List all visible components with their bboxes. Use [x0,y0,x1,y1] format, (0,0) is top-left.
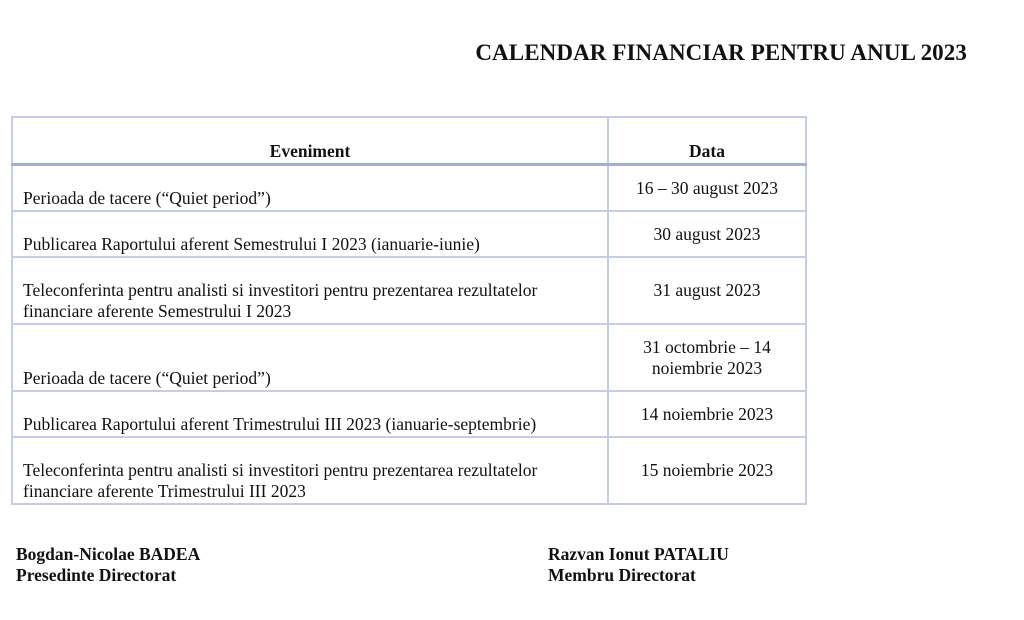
date-cell: 30 august 2023 [608,211,806,257]
signature-block-president [16,544,200,586]
date-cell: 16 – 30 august 2023 [608,165,806,212]
document-title: CALENDAR FINANCIAR PENTRU ANUL 2023 [475,40,967,65]
table-row [12,211,806,257]
table-row [12,165,806,212]
table-row [12,324,806,391]
table-row [12,257,806,324]
signatory-role: Presedinte Directorat [16,565,177,585]
event-cell: Teleconferinta pentru analisti si investitori pentru prezentarea rezultatelor financiare aferente Trimestrului III 2023 [12,437,608,504]
table-row [12,391,806,437]
signatory-name: Bogdan-Nicolae BADEA [16,544,201,564]
event-cell: Publicarea Raportului aferent Semestrului I 2023 (ianuarie-iunie) [12,211,608,257]
header-date: Data [608,117,806,165]
header-event: Eveniment [12,117,608,165]
event-cell: Teleconferinta pentru analisti si investitori pentru prezentarea rezultatelor financiare aferente Semestrului I 2023 [12,257,608,324]
event-cell: Perioada de tacere (“Quiet period”) [12,165,608,212]
signature-block-member [548,544,729,586]
signatory-role: Membru Directorat [548,565,696,585]
date-cell: 15 noiembrie 2023 [608,437,806,504]
event-cell: Perioada de tacere (“Quiet period”) [12,324,608,391]
date-cell: 31 august 2023 [608,257,806,324]
signatory-name: Razvan Ionut PATALIU [548,544,729,564]
date-cell: 31 octombrie – 14 noiembrie 2023 [608,324,806,391]
table-header-row [12,117,806,165]
event-cell: Publicarea Raportului aferent Trimestrului III 2023 (ianuarie-septembrie) [12,391,608,437]
table-row [12,437,806,504]
date-cell: 14 noiembrie 2023 [608,391,806,437]
financial-calendar-table [11,116,807,505]
